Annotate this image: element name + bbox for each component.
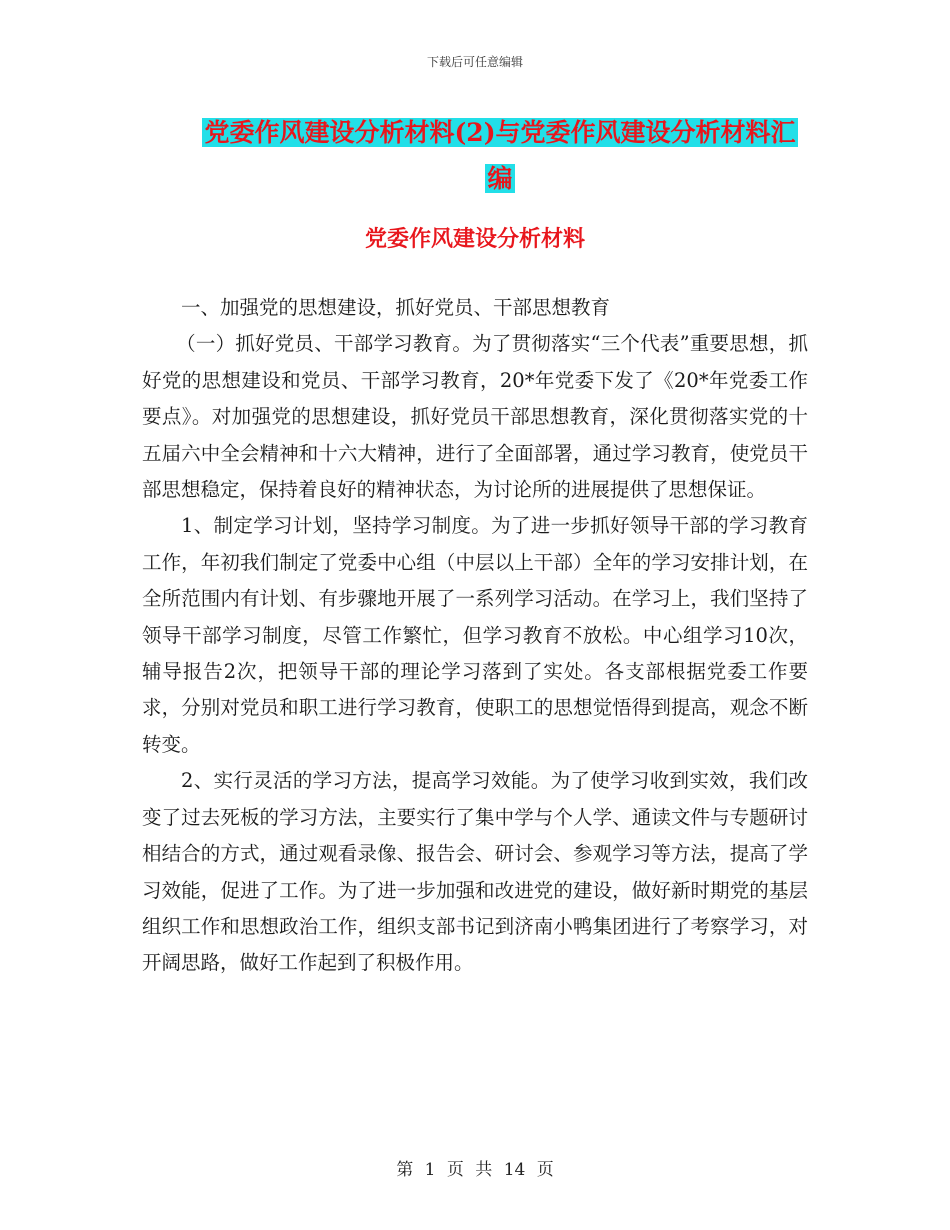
document-body [142, 290, 808, 982]
page-number: 第 1 页 共 14 页 [396, 1160, 554, 1180]
paragraph: 2、实行灵活的学习方法，提高学习效能。为了使学习收到实效，我们改变了过去死板的学习方法，主要实行了集中学与个人学、通读文件与专题研讨相结合的方式，通过观看录像、报告会、研讨会、参观学习等方法，提高了学习效能，促进了工作。为了进一步加强和改进党的建设，做好新时期党的基层组织工作和思想政治工作，组织支部书记到济南小鸭集团进行了考察学习，对开阔思路，做好工作起到了积极作用。 [142, 769, 808, 975]
document-title-line-2: 编 [487, 164, 513, 193]
page-header-note: 下载后可任意编辑 [426, 55, 523, 69]
document-title-line-1: 党委作风建设分析材料(2)与党委作风建设分析材料汇 [204, 118, 796, 147]
document-title [130, 110, 870, 202]
section-title: 党委作风建设分析材料 [364, 226, 585, 252]
paragraph-heading: 一、加强党的思想建设，抓好党员、干部思想教育 [181, 296, 611, 319]
paragraph: （一）抓好党员、干部学习教育。为了贯彻落实“三个代表”重要思想，抓好党的思想建设和党员、干部学习教育，20*年党委下发了《20*年党委工作要点》。对加强党的思想建设，抓好党员干部思想教育，深化贯彻落实党的十五届六中全会精神和十六大精神，进行了全面部署，通过学习教育，使党员干部思想稳定，保持着良好的精神状态，为讨论所的进展提供了思想保证。 [142, 332, 808, 502]
paragraph: 1、制定学习计划，坚持学习制度。为了进一步抓好领导干部的学习教育工作，年初我们制定了党委中心组（中层以上干部）全年的学习安排计划，在全所范围内有计划、有步骤地开展了一系列学习活动。在学习上，我们坚持了领导干部学习制度，尽管工作繁忙，但学习教育不放松。中心组学习10次，辅导报告2次，把领导干部的理论学习落到了实处。各支部根据党委工作要求，分别对党员和职工进行学习教育，使职工的思想觉悟得到提高，观念不断转变。 [142, 514, 808, 756]
